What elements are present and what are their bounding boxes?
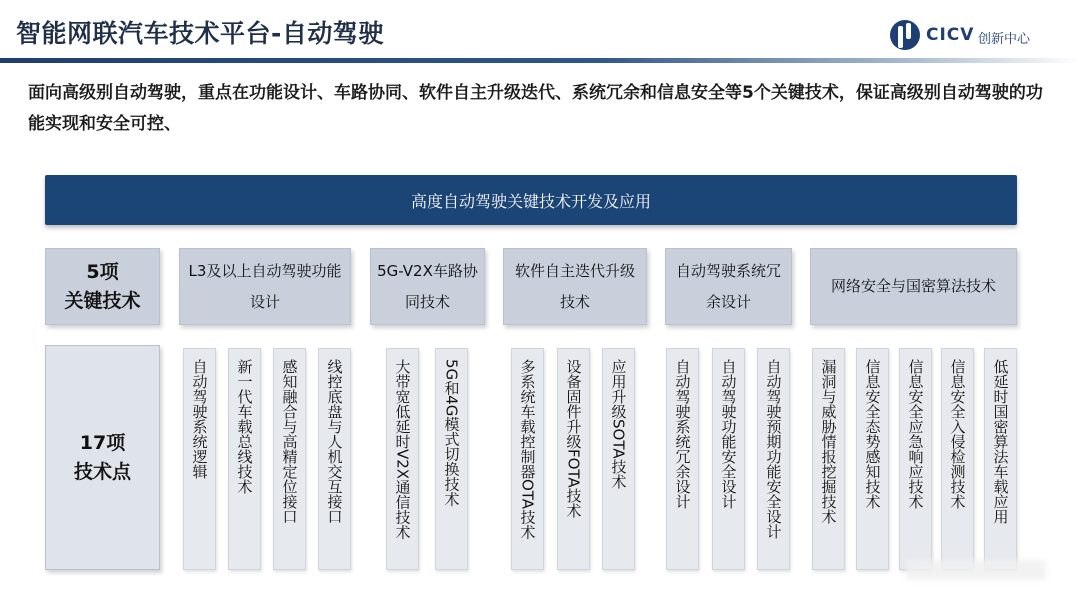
tech-point-label-text: 17项 技术点	[73, 431, 131, 483]
tech-point-label	[45, 345, 160, 570]
header-divider	[0, 58, 1080, 63]
tech-item-text: 信息安全入侵检测技术	[948, 359, 967, 509]
tech-item-text: 感知融合与高精定位接口	[280, 359, 299, 524]
tech-item-text: 大带宽低延时V2X通信技术	[393, 359, 412, 540]
tech-item	[666, 348, 699, 570]
tech-item-text: 漏洞与威胁情报挖掘技术	[819, 359, 838, 524]
tech-item-text: 5G和4G模式切换技术	[442, 359, 461, 507]
tech-item-text: 多系统车载控制器OTA技术	[518, 359, 537, 540]
tech-item-text: 自动驾驶功能安全设计	[719, 359, 738, 509]
tech-item	[712, 348, 745, 570]
tech-item	[984, 348, 1017, 570]
tech-item-text: 自动驾驶系统逻辑	[190, 359, 209, 479]
tech-item-text: 自动驾驶预期功能安全设计	[764, 359, 783, 539]
tech-item-text: 线控底盘与人机交互接口	[325, 359, 344, 524]
cicv-logo-icon	[890, 20, 920, 50]
tech-item-text: 低延时国密算法车载应用	[991, 359, 1010, 524]
tech-item	[602, 348, 635, 570]
slide-header	[0, 0, 1080, 64]
intro-text: 面向高级别自动驾驶，重点在功能设计、车路协同、软件自主升级迭代、系统冗余和信息安全等5个关键技术，保证高级别自动驾驶的功能实现和安全可控、	[28, 83, 1043, 134]
logo-text: CICV	[926, 25, 975, 45]
tech-item	[435, 348, 468, 570]
tech-item	[557, 348, 590, 570]
tech-item-text: 应用升级SOTA技术	[609, 359, 628, 489]
tech-item-text: 自动驾驶系统冗余设计	[673, 359, 692, 509]
key-tech-label-text: 5项 关键技术	[64, 260, 141, 312]
tech-item-text: 设备固件升级FOTA技术	[564, 359, 583, 518]
tech-item	[941, 348, 974, 570]
tech-item-text: 新一代车载总线技术	[235, 359, 254, 494]
tech-item	[318, 348, 351, 570]
tech-item	[757, 348, 790, 570]
tech-item	[511, 348, 544, 570]
blurred-watermark	[906, 560, 1046, 580]
category-v2x: 5G-V2X车路协同技术	[370, 248, 485, 325]
tech-item	[386, 348, 419, 570]
tech-item	[273, 348, 306, 570]
tech-item	[899, 348, 932, 570]
category-function-design: L3及以上自动驾驶功能设计	[179, 248, 351, 325]
tech-item	[812, 348, 845, 570]
tech-item	[856, 348, 889, 570]
category-security: 网络安全与国密算法技术	[810, 248, 1017, 325]
logo-subtitle: 创新中心	[978, 32, 1031, 47]
tech-item-text: 信息安全态势感知技术	[863, 359, 882, 509]
category-redundancy: 自动驾驶系统冗余设计	[665, 248, 792, 325]
category-ota: 软件自主迭代升级技术	[503, 248, 647, 325]
page-title: 智能网联汽车技术平台-自动驾驶	[16, 19, 384, 48]
cicv-logo	[890, 20, 1050, 50]
tech-item-text: 信息安全应急响应技术	[906, 359, 925, 509]
main-banner: 高度自动驾驶关键技术开发及应用	[45, 175, 1017, 225]
key-tech-label	[45, 248, 160, 325]
tech-item	[228, 348, 261, 570]
tech-item	[183, 348, 216, 570]
